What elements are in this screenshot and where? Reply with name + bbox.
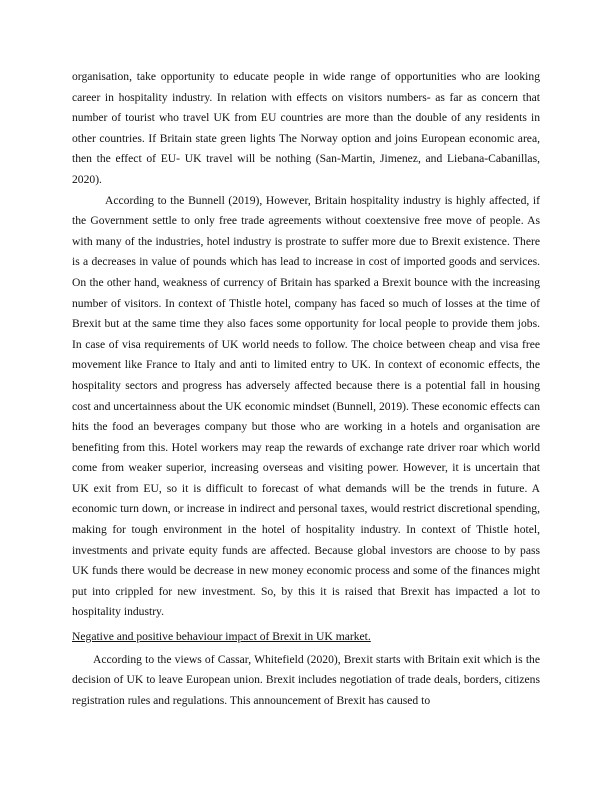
paragraph-intro: organisation, take opportunity to educate people in wide range of opportunities who are looking career in hospitality industry. In relation with effects on visitors numbers- as far as concern that number of tourist who travel UK from EU countries are more than the double of any residents in other countries. If Britain state green lights The Norway option and joins European economic area, then the effect of EU- UK travel will be nothing (San-Martin, Jimenez, and Liebana-Cabanillas, 2020). xyxy=(72,70,540,186)
paragraph-bunnell: According to the Bunnell (2019), However, Britain hospitality industry is highly affected, if the Government settle to only free trade agreements without coextensive free move of people. As with many of the industries, hotel industry is prostrate to suffer more due to Brexit existence. There is a decreases in value of pounds which has lead to increase in cost of imported goods and services. On the other hand, weakness of currency of Britain has sparked a Brexit bounce with the increasing number of visitors. In context of Thistle hotel, company has faced so much of losses at the time of Brexit but at the same time they also faces some opportunity for local people to provide them jobs. In case of visa requirements of UK world needs to follow. The choice between cheap and visa free movement like France to Italy and anti to limited entry to UK. In context of economic effects, the hospitality sectors and progress has adversely affected because there is a potential fall in housing cost and uncertainness about the UK economic mindset (Bunnell, 2019). These economic effects can hits the food an beverages company but those who are working in a hotels and organisation are benefiting from this. Hotel workers may reap the rewards of exchange rate driver roar which world come from weaker superior, increasing overseas and visiting power. However, it is uncertain that UK exit from EU, so it is difficult to forecast of what demands will be the trends in future. A economic turn down, or increase in indirect and personal taxes, would restrict discretional spending, making for tough environment in the hotel of hospitality industry. In context of Thistle hotel, investments and private equity funds are affected. Because global investors are choose to by pass UK funds there would be decrease in new money economic process and some of the finances might put into crippled for new investment. So, by this it is raised that Brexit has impacted a lot to hospitality industry. xyxy=(72,193,540,619)
paragraph-cassar: According to the views of Cassar, Whitefield (2020), Brexit starts with Britain exit which is the decision of UK to leave European union. Brexit includes negotiation of trade deals, borders, citizens registration rules and regulations. This announcement of Brexit has caused to xyxy=(72,652,540,707)
section-heading: Negative and positive behaviour impact of Brexit in UK market. xyxy=(72,630,371,644)
document-page xyxy=(72,67,540,711)
